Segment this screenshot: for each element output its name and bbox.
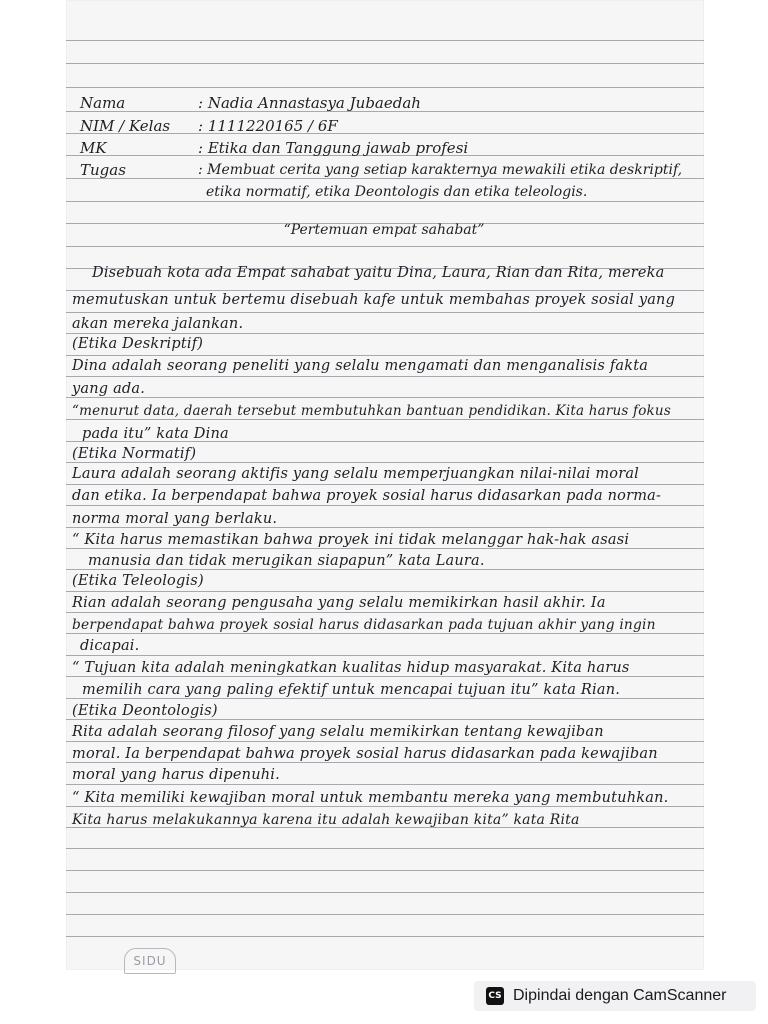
body-line: dicapai. — [80, 638, 140, 654]
ruled-line — [66, 484, 704, 485]
section-heading: (Etika Deontologis) — [72, 703, 218, 719]
body-line: dan etika. Ia berpendapat bahwa proyek sosial harus didasarkan pada norma- — [72, 488, 662, 504]
story-title: “Pertemuan empat sahabat” — [283, 222, 485, 238]
ruled-line — [66, 936, 704, 937]
section-heading: (Etika Normatif) — [72, 446, 197, 462]
body-line: pada itu” kata Dina — [82, 426, 229, 442]
body-line: Rian adalah seorang pengusaha yang selalu memikirkan hasil akhir. Ia — [72, 595, 606, 611]
ruled-line — [66, 784, 704, 785]
ruled-line — [66, 40, 704, 41]
nama-label: Nama — [80, 94, 126, 112]
ruled-line — [66, 870, 704, 871]
tugas-value-1: : Membuat cerita yang setiap karakternya mewakili etika deskriptif, — [198, 162, 683, 178]
body-line: “ Kita harus memastikan bahwa proyek ini tidak melanggar hak-hak asasi — [72, 532, 630, 548]
ruled-line — [66, 591, 704, 592]
tugas-label: Tugas — [80, 161, 126, 179]
camscanner-watermark — [474, 981, 756, 1011]
body-line: “ Kita memiliki kewajiban moral untuk membantu mereka yang membutuhkan. — [72, 790, 669, 806]
mk-label: MK — [80, 139, 107, 157]
body-line: “ Tujuan kita adalah meningkatkan kualitas hidup masyarakat. Kita harus — [72, 660, 630, 676]
body-line: moral yang harus dipenuhi. — [72, 767, 280, 783]
body-line: moral. Ia berpendapat bahwa proyek sosial harus didasarkan pada kewajiban — [72, 746, 658, 762]
camscanner-icon: CS — [486, 987, 504, 1005]
ruled-line — [66, 355, 704, 356]
ruled-line — [66, 87, 704, 88]
body-line: manusia dan tidak merugikan siapapun” kata Laura. — [88, 553, 485, 569]
ruled-line — [66, 848, 704, 849]
ruled-line — [66, 201, 704, 202]
body-line: norma moral yang berlaku. — [72, 511, 278, 527]
camscanner-label: Dipindai dengan CamScanner — [513, 987, 727, 1004]
section-heading: (Etika Deskriptif) — [72, 336, 204, 352]
ruled-line — [66, 914, 704, 915]
section-heading: (Etika Teleologis) — [72, 573, 204, 589]
ruled-line — [66, 655, 704, 656]
ruled-line — [66, 246, 704, 247]
ruled-line — [66, 505, 704, 506]
ruled-line — [66, 312, 704, 313]
nim-label: NIM / Kelas — [80, 117, 171, 135]
body-line: Rita adalah seorang filosof yang selalu memikirkan tentang kewajiban — [72, 724, 604, 740]
ruled-line — [66, 741, 704, 742]
ruled-line — [66, 63, 704, 64]
body-line: Laura adalah seorang aktifis yang selalu memperjuangkan nilai-nilai moral — [72, 466, 640, 482]
ruled-line — [66, 612, 704, 613]
mk-value: : Etika dan Tanggung jawab profesi — [198, 139, 469, 157]
body-line: Dina adalah seorang peneliti yang selalu mengamati dan menganalisis fakta — [72, 358, 649, 374]
ruled-line — [66, 333, 704, 334]
body-line: memutuskan untuk bertemu disebuah kafe untuk membahas proyek sosial yang — [72, 292, 676, 308]
body-line: Disebuah kota ada Empat sahabat yaitu Dina, Laura, Rian dan Rita, mereka — [92, 265, 665, 281]
body-line: berpendapat bahwa proyek sosial harus didasarkan pada tujuan akhir yang ingin — [72, 617, 656, 633]
body-line: “menurut data, daerah tersebut membutuhkan bantuan pendidikan. Kita harus fokus — [72, 403, 671, 419]
nim-value: : 1111220165 / 6F — [198, 117, 338, 135]
notebook-brand-logo: SIDU — [124, 948, 176, 974]
tugas-value-2: etika normatif, etika Deontologis dan etika teleologis. — [206, 184, 588, 200]
nama-value: : Nadia Annastasya Jubaedah — [198, 94, 421, 112]
body-line: akan mereka jalankan. — [72, 316, 244, 332]
ruled-line — [66, 376, 704, 377]
body-line: yang ada. — [72, 381, 146, 397]
body-line: memilih cara yang paling efektif untuk mencapai tujuan itu” kata Rian. — [82, 682, 621, 698]
body-line: Kita harus melakukannya karena itu adalah kewajiban kita” kata Rita — [72, 812, 580, 828]
ruled-line — [66, 892, 704, 893]
